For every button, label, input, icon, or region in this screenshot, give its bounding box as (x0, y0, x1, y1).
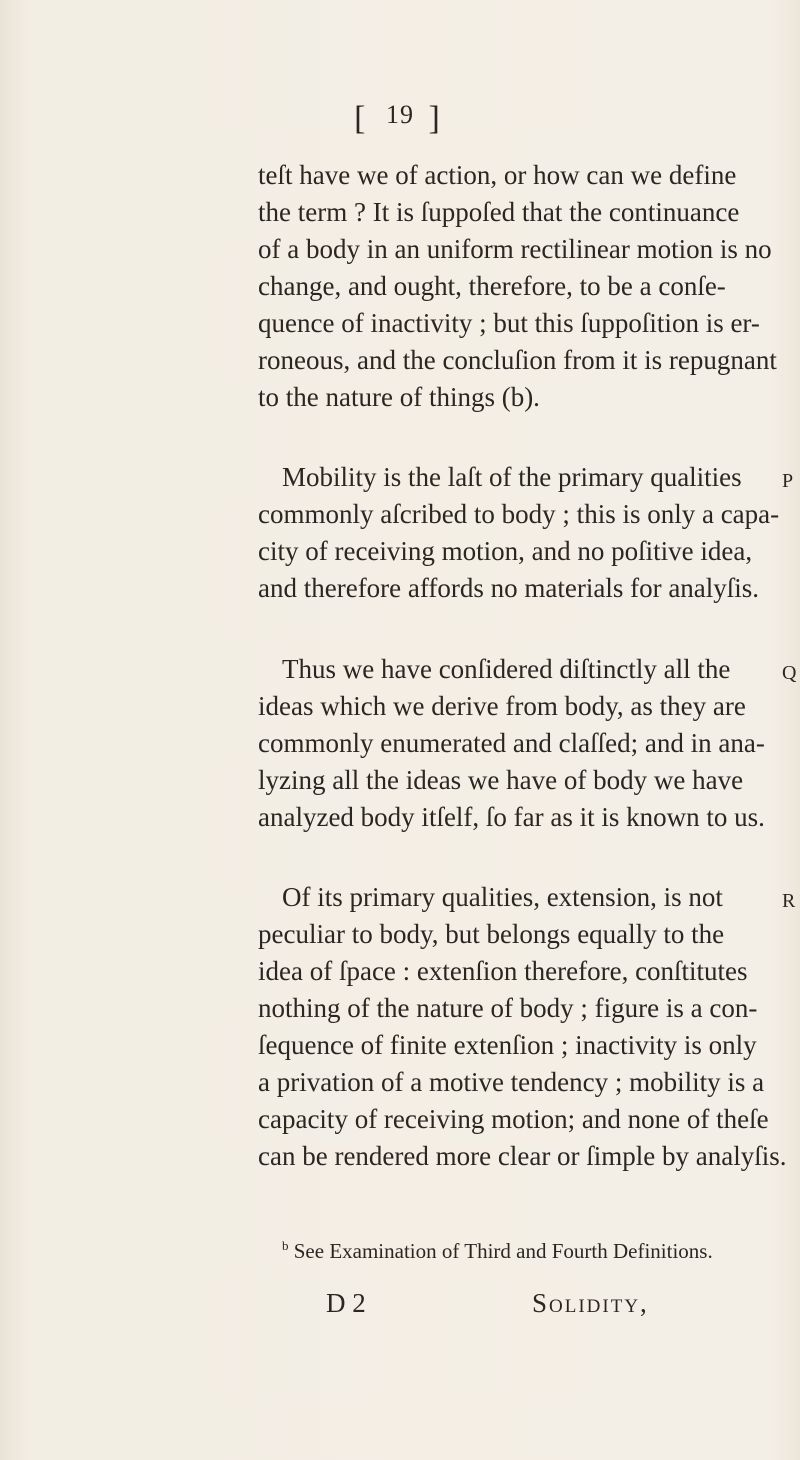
text-line-22: a privation of a motive tendency ; mobility is a (258, 1067, 765, 1097)
text-line-5: quence of inactivity ; but this ſuppoſition is er- (258, 308, 760, 338)
text-line-24: can be rendered more clear or ſimple by analyſis. (258, 1141, 787, 1171)
text-line-11: and therefore affords no materials for analyſis. (258, 573, 760, 603)
page-number: 19 (386, 100, 414, 129)
text-line-1: teſt have we of action, or how can we define (258, 160, 737, 190)
header-right-bracket: ] (428, 100, 446, 137)
margin-letter-q: Q (782, 662, 797, 684)
text-line-3: of a body in an uniform rectilinear motion is no (258, 234, 772, 264)
text-line-10: city of receiving motion, and no poſitive idea, (258, 536, 753, 566)
footnote-marker: b (282, 1238, 289, 1253)
text-line-2: the term ? It is ſuppoſed that the continuance (258, 197, 740, 227)
text-line-7: to the nature of things (b). (258, 382, 540, 412)
footnote-text: See Examination of Third and Fourth Definitions. (293, 1239, 713, 1263)
text-line-13: ideas which we derive from body, as they are (258, 691, 746, 721)
text-line-20: nothing of the nature of body ; figure is a con- (258, 993, 758, 1023)
text-line-17: Of its primary qualities, extension, is not (282, 882, 723, 912)
text-line-18: peculiar to body, but belongs equally to the (258, 919, 725, 949)
text-line-9: commonly aſcribed to body ; this is only a capa- (258, 499, 780, 529)
catchword: Solidity, (532, 1288, 649, 1318)
margin-letter-p: P (782, 470, 794, 492)
text-line-19: idea of ſpace : extenſion therefore, conſtitutes (258, 956, 748, 986)
header-left-bracket: [ (354, 100, 372, 137)
text-line-15: lyzing all the ideas we have of body we have (258, 765, 744, 795)
text-line-16: analyzed body itſelf, ſo far as it is known to us. (258, 802, 765, 832)
text-line-6: roneous, and the concluſion from it is repugnant (258, 345, 777, 375)
text-line-4: change, and ought, therefore, to be a conſe- (258, 271, 726, 301)
margin-letter-r: R (782, 890, 796, 912)
text-line-14: commonly enumerated and claſſed; and in ana- (258, 728, 765, 758)
text-line-12: Thus we have conſidered diſtinctly all the (282, 654, 731, 684)
page-header (0, 100, 800, 138)
signature-mark: D 2 (326, 1288, 366, 1318)
text-line-8: Mobility is the laſt of the primary qualities (282, 462, 742, 492)
text-line-23: capacity of receiving motion; and none of theſe (258, 1104, 769, 1134)
footnote (282, 1238, 713, 1264)
text-line-21: ſequence of finite extenſion ; inactivity is only (258, 1030, 757, 1060)
